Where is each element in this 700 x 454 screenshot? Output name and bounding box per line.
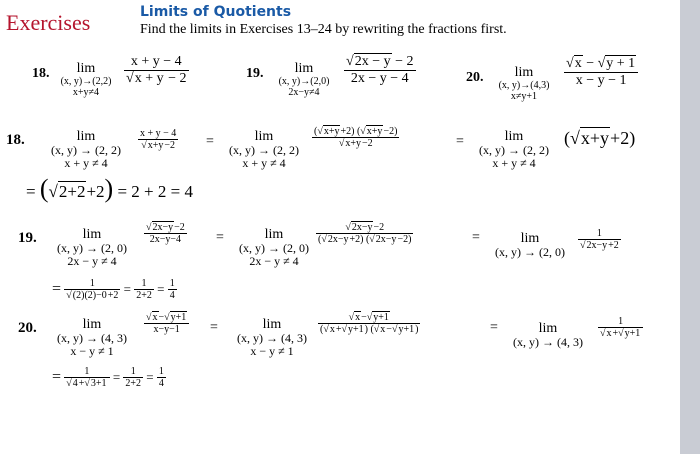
section-title: Limits of Quotients (140, 4, 292, 20)
solution-19-fraction-3 (578, 228, 621, 251)
equals-sign: = (206, 134, 214, 149)
limit-approach: (x, y) → (2, 2) (51, 143, 121, 157)
solution-19-line-2: = $\frac{1}{√(2)(2)-0+2}$ = $\frac{1}{2+2}$ = $\frac{1}{4}$ (52, 278, 175, 301)
denominator: (√2x−y+2) (√2x−y−2) (318, 234, 412, 245)
denominator: 2x − y − 4 (350, 71, 409, 86)
right-scroll-margin (680, 0, 700, 454)
lim-operator: lim (294, 61, 314, 76)
limit-approach: (x, y) → (2, 0) (57, 241, 127, 255)
solution-19-fraction-1 (144, 222, 187, 245)
numerator: 1 (578, 228, 621, 240)
solution-18-fraction-1 (138, 128, 178, 151)
limit-condition: x − y ≠ 1 (250, 344, 294, 358)
equals-sign: = (472, 230, 480, 245)
lim-operator: lim (514, 65, 534, 80)
solution-18-number: 18. (6, 132, 25, 148)
numerator: (√x+y+2) (√x+y−2) (314, 126, 398, 137)
problem-18-fraction (124, 54, 189, 87)
equals-sign: = (456, 134, 464, 149)
limit-approach: (x, y) → (2, 0) (495, 245, 565, 259)
solution-20-limit-1 (46, 318, 138, 358)
solution-18-line-2: = (√2+2+2) = 2 + 2 = 4 (26, 174, 193, 203)
problem-18-limit (46, 62, 126, 98)
numerator: √x−√y+1 (144, 312, 189, 324)
limit-condition: 2x−y≠4 (288, 87, 320, 98)
solution-18-limit-3 (468, 130, 560, 170)
limit-condition: x≠y+1 (510, 91, 538, 102)
problem-18-number: 18. (32, 66, 50, 81)
denominator: x − y − 1 (575, 73, 627, 88)
solution-20-number: 20. (18, 320, 37, 336)
denominator: x−y−1 (153, 324, 180, 335)
numerator: √2x−y−2 (146, 222, 185, 233)
solution-20-limit-2 (226, 318, 318, 358)
solution-20-fraction-1 (144, 312, 189, 335)
solution-20-line-2: = $\frac{1}{√4+√3+1}$ = $\frac{1}{2+2}$ = $\frac{1}{4}$ (52, 366, 164, 389)
limit-condition: 2x − y ≠ 4 (249, 254, 299, 268)
limit-approach: (x, y) → (4, 3) (57, 331, 127, 345)
limit-approach: (x, y) → (4, 3) (237, 331, 307, 345)
problem-20-fraction (564, 56, 638, 89)
denominator: (√x+√y+1) (√x−√y+1) (320, 324, 419, 335)
denominator: √x+y−2 (141, 140, 176, 151)
limit-approach: (x, y)→(4,3) (498, 80, 550, 91)
limit-approach: (x, y)→(2,2) (60, 76, 112, 87)
limit-approach: (x, y) → (2, 0) (239, 241, 309, 255)
solution-19-limit-3 (484, 232, 576, 259)
limit-approach: (x, y) → (2, 2) (479, 143, 549, 157)
denominator: √x+√y+1 (600, 328, 641, 339)
equals-sign: = (210, 320, 218, 335)
denominator: √2x−y+2 (580, 240, 619, 251)
limit-condition: 2x − y ≠ 4 (67, 254, 117, 268)
lim-operator: lim (82, 317, 102, 332)
denominator: √x+y−2 (338, 138, 373, 149)
numerator: √x − √y + 1 (564, 56, 638, 73)
denominator: 2x−y−4 (149, 234, 182, 245)
lim-operator: lim (254, 129, 274, 144)
limit-condition: x − y ≠ 1 (70, 344, 114, 358)
solution-19-limit-1 (46, 228, 138, 268)
lim-operator: lim (264, 227, 284, 242)
lim-operator: lim (504, 129, 524, 144)
limit-condition: x+y≠4 (72, 87, 100, 98)
limit-condition: x + y ≠ 4 (492, 156, 536, 170)
numerator: √2x − y − 2 (346, 54, 414, 69)
limit-condition: x + y ≠ 4 (242, 156, 286, 170)
solution-18-fraction-2 (312, 126, 399, 149)
lim-operator: lim (76, 61, 96, 76)
limit-approach: (x, y) → (2, 2) (229, 143, 299, 157)
lim-operator: lim (82, 227, 102, 242)
solution-20-limit-3 (502, 322, 594, 349)
numerator: x + y − 4 (140, 128, 177, 139)
limit-approach: (x, y) → (4, 3) (513, 335, 583, 349)
lim-operator: lim (262, 317, 282, 332)
numerator: √2x−y−2 (316, 222, 413, 234)
instructions-text: Find the limits in Exercises 13–24 by rewriting the fractions first. (140, 22, 507, 37)
solution-20-fraction-3 (598, 316, 643, 339)
limit-approach: (x, y)→(2,0) (278, 76, 330, 87)
equals-sign: = (490, 320, 498, 335)
limit-condition: x + y ≠ 4 (64, 156, 108, 170)
numerator: √x−√y+1 (318, 312, 420, 324)
problem-19-fraction (344, 54, 416, 87)
solution-20-fraction-2 (318, 312, 420, 335)
lim-operator: lim (76, 129, 96, 144)
problem-20-number: 20. (466, 70, 484, 85)
solution-18-limit-1 (40, 130, 132, 170)
denominator: √x + y − 2 (126, 71, 187, 86)
numerator: x + y − 4 (124, 54, 189, 71)
numerator: 1 (598, 316, 643, 328)
problem-20-limit (484, 66, 564, 102)
problem-19-number: 19. (246, 66, 264, 81)
solution-19-limit-2 (228, 228, 320, 268)
problem-19-limit (264, 62, 344, 98)
lim-operator: lim (538, 321, 558, 336)
lim-operator: lim (520, 231, 540, 246)
solution-18-result-expression: (√x+y+2) (564, 128, 636, 148)
equals-sign: = (216, 230, 224, 245)
solution-19-fraction-2 (316, 222, 413, 245)
solution-19-number: 19. (18, 230, 37, 246)
solution-18-limit-2 (218, 130, 310, 170)
exercises-heading: Exercises (6, 10, 91, 35)
